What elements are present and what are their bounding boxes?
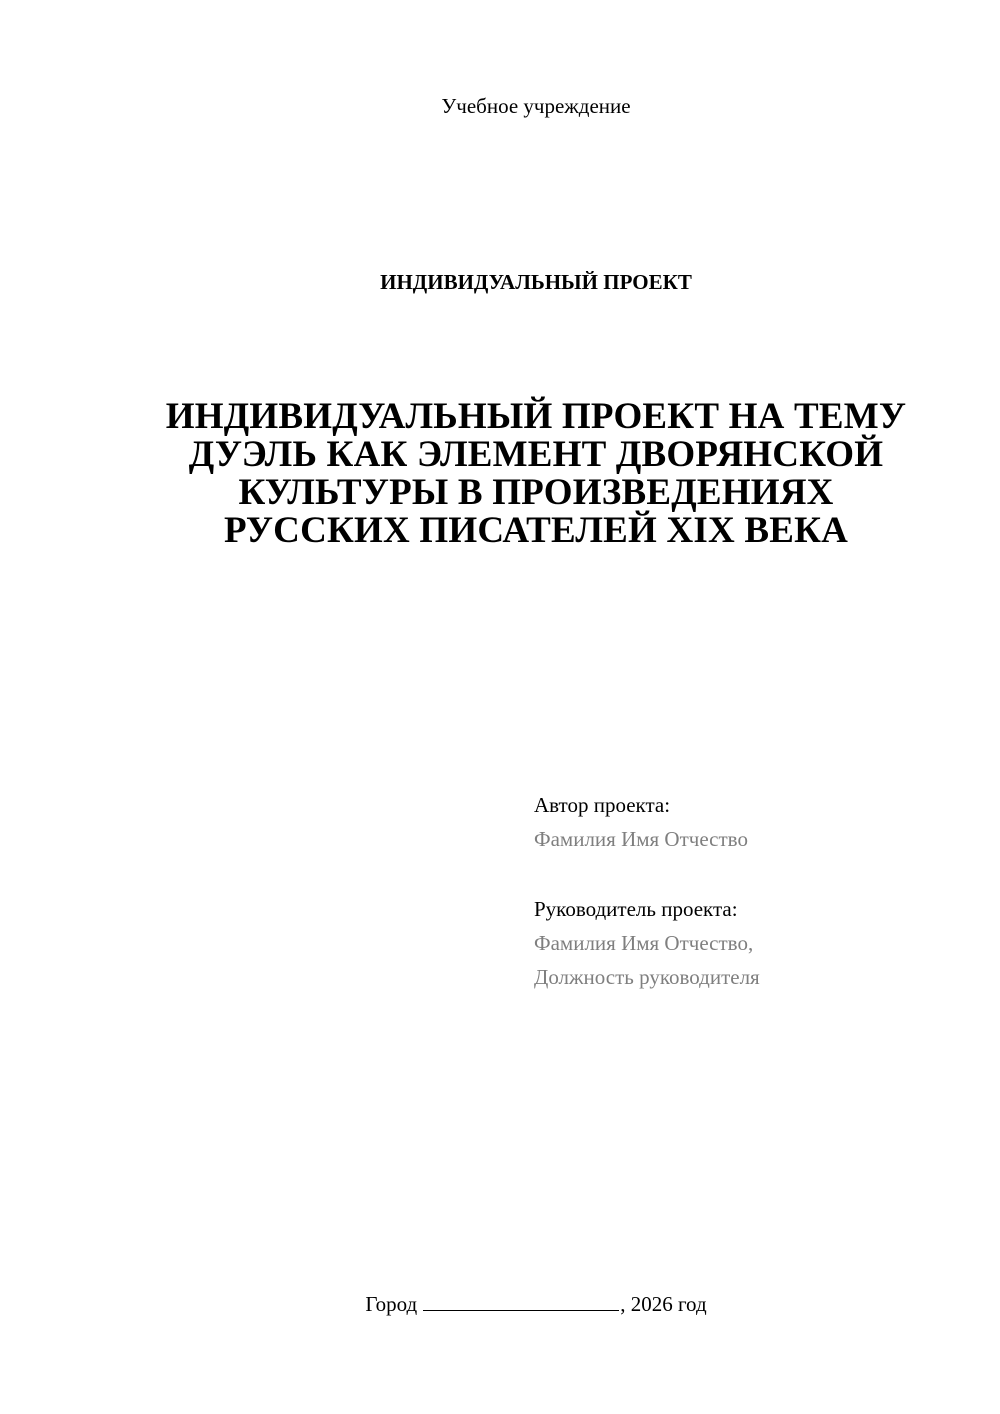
supervisor-name: Фамилия Имя Отчество, — [534, 931, 754, 955]
city-blank-field — [423, 1290, 619, 1311]
city-year-line — [0, 1290, 1000, 1318]
project-title-line: ИНДИВИДУАЛЬНЫЙ ПРОЕКТ НА ТЕМУ — [165, 396, 907, 437]
project-title-line: ДУЭЛЬ КАК ЭЛЕМЕНТ ДВОРЯНСКОЙ — [188, 434, 884, 475]
city-label: Город — [365, 1292, 418, 1316]
authors-block — [534, 788, 954, 994]
author-name: Фамилия Имя Отчество — [534, 827, 748, 851]
supervisor-position: Должность руководителя — [534, 965, 760, 989]
project-title-line: КУЛЬТУРЫ В ПРОИЗВЕДЕНИЯХ — [238, 472, 834, 513]
project-type-heading: ИНДИВИДУАЛЬНЫЙ ПРОЕКТ — [380, 270, 692, 294]
supervisor-label: Руководитель проекта: — [534, 897, 738, 921]
project-title — [140, 398, 932, 550]
year-text: , 2026 год — [620, 1292, 707, 1316]
institution-name: Учебное учреждение — [441, 94, 631, 118]
author-label: Автор проекта: — [534, 793, 671, 817]
spacer — [534, 856, 954, 892]
project-title-line: РУССКИХ ПИСАТЕЛЕЙ XIX ВЕКА — [223, 510, 849, 551]
